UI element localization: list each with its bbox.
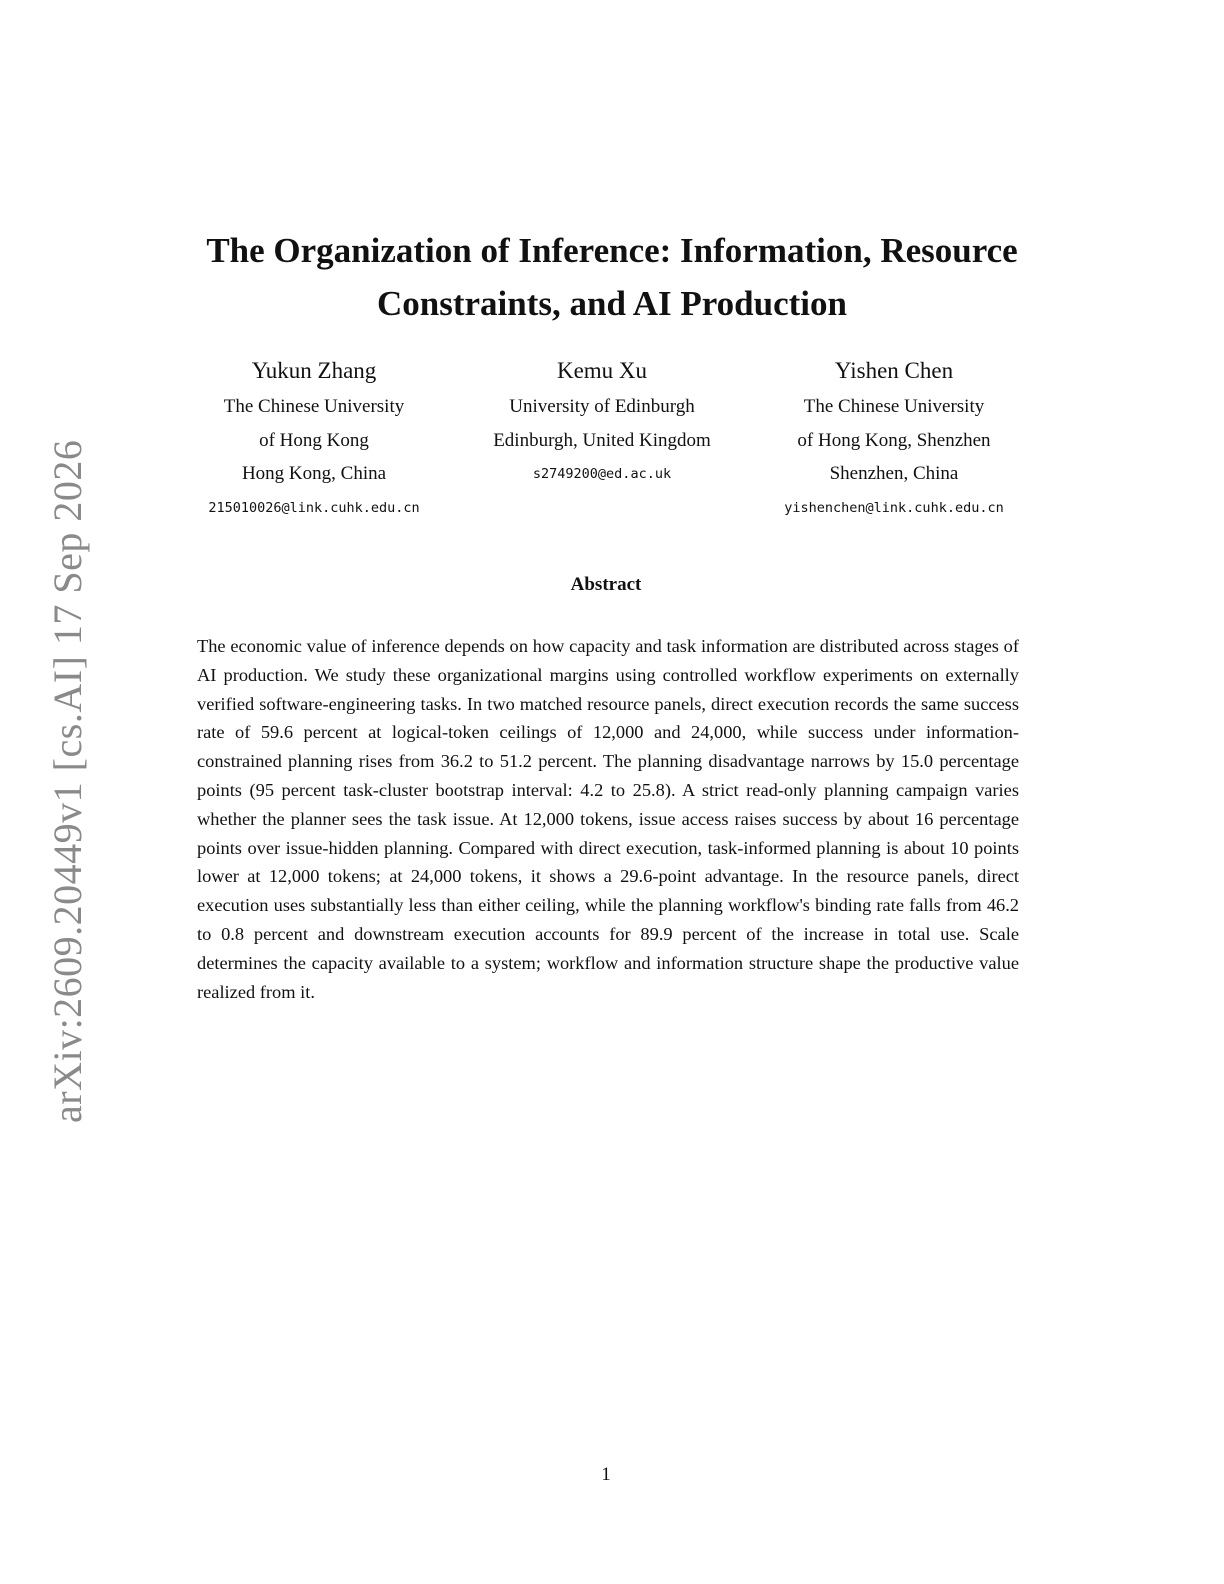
author-affiliation: Edinburgh, United Kingdom xyxy=(493,429,711,451)
author-3 xyxy=(744,352,1044,525)
author-name: Kemu Xu xyxy=(556,358,648,383)
arxiv-identifier-stamp: arXiv:2609.20449v1 [cs.AI] 17 Sep 2026 xyxy=(45,439,90,1123)
paper-title: The Organization of Inference: Information, Resource Constraints, and AI Production xyxy=(206,231,1018,323)
author-location: Hong Kong, China xyxy=(241,463,387,484)
author-email: s2749200@ed.ac.uk xyxy=(532,466,672,482)
abstract-heading: Abstract xyxy=(570,574,642,595)
author-email: 215010026@link.cuhk.edu.cn xyxy=(208,499,420,516)
author-location: Shenzhen, China xyxy=(829,463,959,484)
author-2 xyxy=(452,352,752,491)
author-affiliation: of Hong Kong xyxy=(259,429,369,451)
author-affiliation: University of Edinburgh xyxy=(509,396,695,417)
author-name: Yukun Zhang xyxy=(251,358,377,383)
abstract-text: The economic value of inference depends on how capacity and task information are distributed across stages of AI production. We study these organizational margins using controlled workflow experiments on externally verified software-engineering tasks. In two matched resource panels, direct execution records the same success rate of 59.6 percent at logical-token ceilings of 12,000 and 24,000, while success under information-constrained planning rises from 36.2 to 51.2 percent. The planning disadvantage narrows by 15.0 percentage points (95 percent task-cluster bootstrap interval: 4.2 to 25.8). A strict read-only planning campaign varies whether the planner sees the task issue. At 12,000 tokens, issue access raises success by about 16 percentage points over issue-hidden planning. Compared with direct execution, task-informed planning is about 10 points lower at 12,000 tokens; at 24,000 tokens, it shows a 29.6-point advantage. In the resource panels, direct execution uses substantially less than either ceiling, while the planning workflow's binding rate falls from 46.2 to 0.8 percent and downstream execution accounts for 89.9 percent of the increase in total use. Scale determines the capacity available to a system; workflow and information structure shape the productive value realized from it. xyxy=(197,636,1019,1002)
author-affiliation: The Chinese University xyxy=(223,396,405,417)
author-1 xyxy=(164,352,464,525)
author-affiliation: of Hong Kong, Shenzhen xyxy=(797,429,991,451)
author-affiliation: The Chinese University xyxy=(803,396,985,417)
author-name: Yishen Chen xyxy=(834,358,954,383)
page-number: 1 xyxy=(601,1464,611,1485)
author-email: yishenchen@link.cuhk.edu.cn xyxy=(784,499,1004,516)
